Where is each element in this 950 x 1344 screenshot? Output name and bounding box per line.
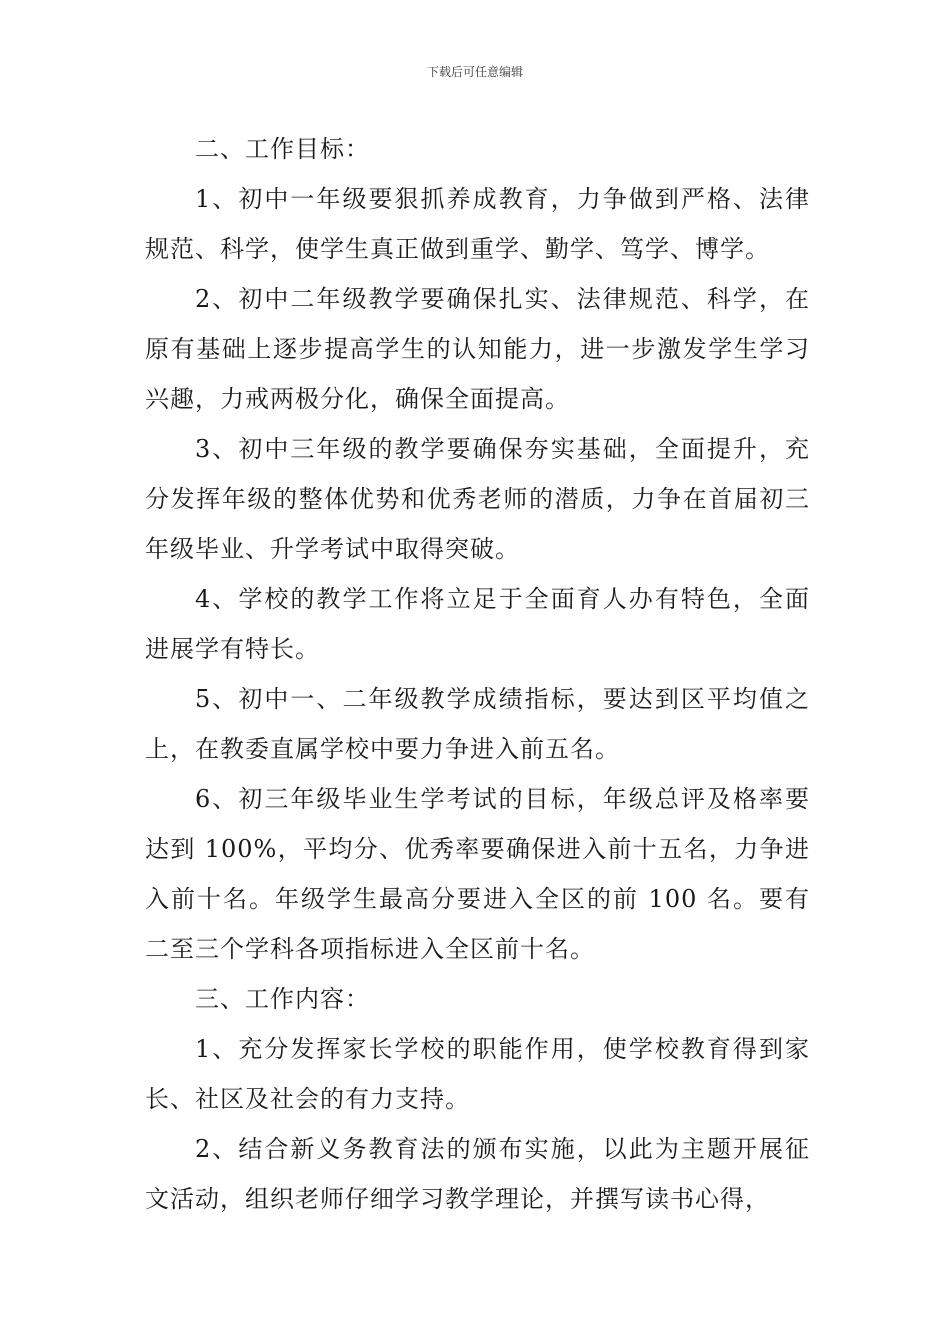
document-body — [145, 124, 810, 1224]
section-heading-goals: 二、工作目标： — [195, 135, 370, 163]
paragraph-goal-6: 6、初三年级毕业生学考试的目标，年级总评及格率要达到 100%，平均分、优秀率要确保进入前十五名，力争进入前十名。年级学生最高分要进入全区的前 100 名。要有二至三个学科各项指标进入全区前十名。 — [145, 785, 810, 963]
paragraph-goal-2: 2、初中二年级教学要确保扎实、法律规范、科学，在原有基础上逐步提高学生的认知能力，进一步激发学生学习兴趣，力戒两极分化，确保全面提高。 — [145, 285, 810, 413]
section-heading-content: 三、工作内容： — [195, 985, 370, 1013]
paragraph-content-1: 1、充分发挥家长学校的职能作用，使学校教育得到家长、社区及社会的有力支持。 — [145, 1035, 810, 1113]
paragraph-goal-5: 5、初中一、二年级教学成绩指标，要达到区平均值之上，在教委直属学校中要力争进入前五名。 — [145, 685, 810, 763]
paragraph-goal-1: 1、初中一年级要狠抓养成教育，力争做到严格、法律规范、科学，使学生真正做到重学、勤学、笃学、博学。 — [145, 185, 810, 263]
paragraph-content-2: 2、结合新义务教育法的颁布实施，以此为主题开展征文活动，组织老师仔细学习教学理论，并撰写读书心得， — [145, 1135, 810, 1213]
page-header: 下载后可任意编辑 — [426, 65, 523, 79]
paragraph-goal-4: 4、学校的教学工作将立足于全面育人办有特色，全面进展学有特长。 — [145, 585, 810, 663]
paragraph-goal-3: 3、初中三年级的教学要确保夯实基础，全面提升，充分发挥年级的整体优势和优秀老师的潜质，力争在首届初三年级毕业、升学考试中取得突破。 — [145, 435, 810, 563]
